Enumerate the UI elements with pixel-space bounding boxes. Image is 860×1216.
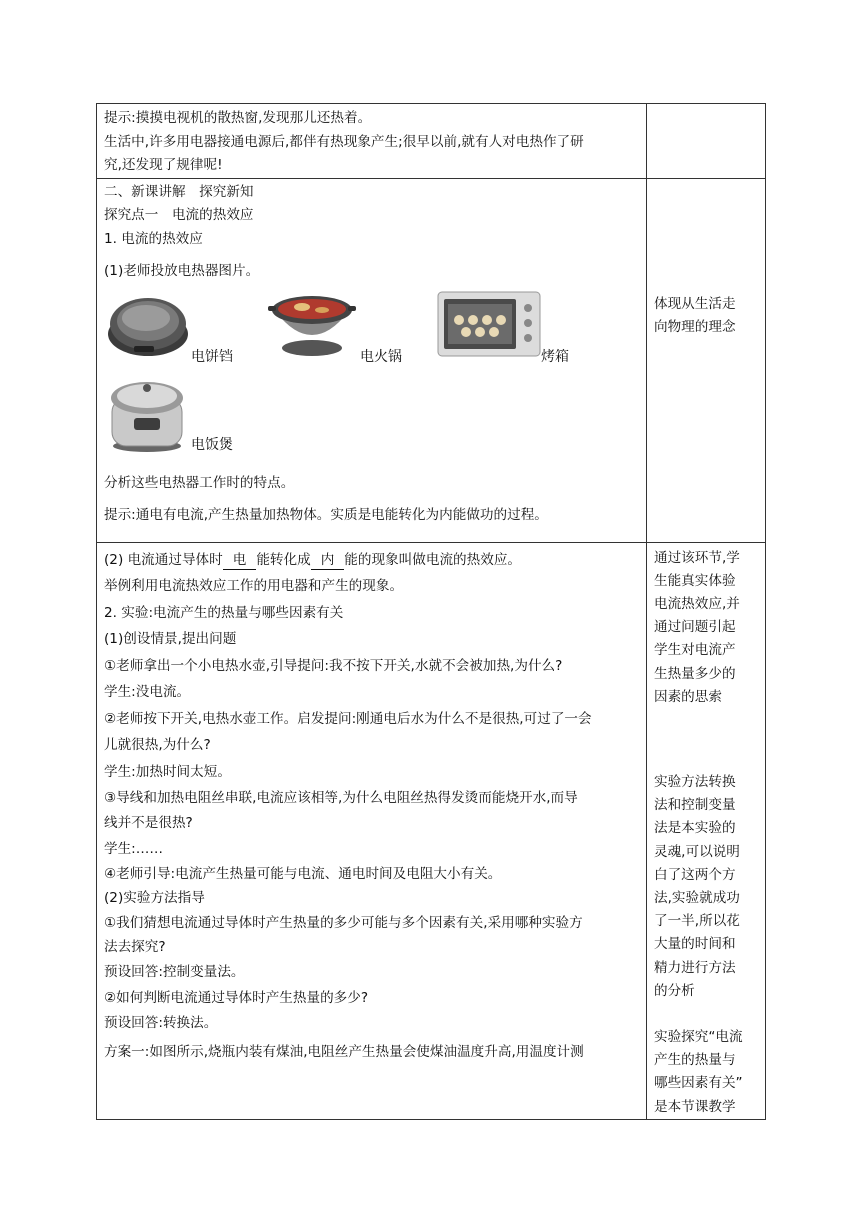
text-line: 学生:没电流。 <box>104 684 191 700</box>
text-line: ④老师引导:电流产生热量可能与电流、通电时间及电阻大小有关。 <box>104 865 502 882</box>
blank-fill: 电 <box>223 551 257 570</box>
side-note-line: 因素的思索 <box>654 688 722 705</box>
side-note-line: 通过问题引起 <box>654 619 736 636</box>
side-note-line: 的分析 <box>654 982 695 999</box>
text-line: (2)实验方法指导 <box>104 890 205 906</box>
appliance-label: 电火锅 <box>360 348 402 365</box>
side-note-line: 电流热效应,并 <box>654 595 740 612</box>
text-line: ②如何判断电流通过导体时产生热量的多少? <box>104 990 369 1006</box>
definition-line <box>104 549 640 573</box>
hint-line: 提示:摸摸电视机的散热窗,发现那儿还热着。 <box>104 110 372 126</box>
side-note-line: 法是本实验的 <box>654 820 736 837</box>
topic-title: 探究点一 电流的热效应 <box>104 207 254 223</box>
main-cell <box>97 104 647 179</box>
text-line: 线并不是很热? <box>104 814 193 831</box>
text-line: ②老师按下开关,电热水壶工作。启发提问:刚通电后水为什么不是很热,可过了一会 <box>104 710 592 727</box>
appliance-label: 烤箱 <box>541 348 569 365</box>
side-note-line: 实验探究“电流 <box>654 1028 743 1045</box>
side-note-line: 通过该环节,学 <box>654 549 740 566</box>
lesson-plan-table <box>96 103 766 1120</box>
side-note-line: 精力进行方法 <box>654 959 736 976</box>
text-line: ①老师拿出一个小电热水壶,引导提问:我不按下开关,水就不会被加热,为什么? <box>104 657 563 674</box>
rice-cooker-icon <box>106 376 188 454</box>
blank-fill: 内 <box>311 551 345 570</box>
side-cell <box>647 178 766 542</box>
side-note-line: 法,实验就成功 <box>654 889 740 906</box>
subsection-title: 1. 电流的热效应 <box>104 230 203 247</box>
side-note-line: 产生的热量与 <box>654 1052 736 1069</box>
side-note-line: 大量的时间和 <box>654 936 736 953</box>
appliance-label: 电饭煲 <box>191 436 233 453</box>
electric-griddle-icon <box>106 288 190 360</box>
side-note-line: 法和控制变量 <box>654 797 736 814</box>
step-text: (1)老师投放电热器图片。 <box>104 263 260 279</box>
main-cell <box>97 178 647 542</box>
text-line: (1)创设情景,提出问题 <box>104 631 237 647</box>
side-note-line: 灵魂,可以说明 <box>654 843 740 860</box>
side-cell <box>647 542 766 1119</box>
text-line: 学生:加热时间太短。 <box>104 763 231 780</box>
text-line: ③导线和加热电阻丝串联,电流应该相等,为什么电阻丝热得发烫而能烧开水,而导 <box>104 790 578 806</box>
oven-icon <box>437 290 541 360</box>
subsection-title: 2. 实验:电流产生的热量与哪些因素有关 <box>104 604 344 621</box>
text-line: 学生:…… <box>104 841 163 857</box>
main-cell <box>97 542 647 1119</box>
analysis-text: 分析这些电热器工作时的特点。 <box>104 474 295 491</box>
side-note-line: 哪些因素有关” <box>654 1075 743 1092</box>
text-line: 方案一:如图所示,烧瓶内装有煤油,电阻丝产生热量会使煤油温度升高,用温度计测 <box>104 1044 584 1060</box>
text-fragment: 能的现象叫做电流的热效应。 <box>344 551 522 568</box>
text-line: 究,还发现了规律呢! <box>104 157 223 173</box>
table-row <box>97 542 766 1119</box>
side-note-block <box>654 547 759 709</box>
side-note-line: 向物理的理念 <box>654 318 736 335</box>
appliance-images-row <box>104 288 640 376</box>
text-line: 预设回答:控制变量法。 <box>104 963 245 980</box>
text-line: 生活中,许多用电器接通电源后,都伴有热现象产生;很早以前,就有人对电热作了研 <box>104 133 584 150</box>
text-fragment: 能转化成 <box>256 551 311 568</box>
side-note-line: 白了这两个方 <box>654 866 736 883</box>
table-row <box>97 104 766 179</box>
electric-hotpot-icon <box>266 288 358 360</box>
side-note-line: 实验方法转换 <box>654 773 736 790</box>
side-cell <box>647 104 766 179</box>
side-note-block <box>654 771 759 1003</box>
side-note-line: 学生对电流产 <box>654 642 736 659</box>
appliance-images-row <box>104 376 640 462</box>
side-note-line: 体现从生活走 <box>654 295 736 312</box>
text-line: 法去探究? <box>104 939 166 955</box>
text-line: 预设回答:转换法。 <box>104 1014 218 1031</box>
text-line: ①我们猜想电流通过导体时产生热量的多少可能与多个因素有关,采用哪种实验方 <box>104 914 583 931</box>
text-line: 举例利用电流热效应工作的用电器和产生的现象。 <box>104 578 404 594</box>
side-note-line: 生热量多少的 <box>654 665 736 682</box>
table-row <box>97 178 766 542</box>
side-note-line: 了一半,所以花 <box>654 913 740 930</box>
text-line: 儿就很热,为什么? <box>104 737 211 753</box>
text-fragment: (2) 电流通过导体时 <box>104 551 223 568</box>
section-title: 二、新课讲解 探究新知 <box>104 183 254 200</box>
side-note-block <box>654 1026 759 1119</box>
appliance-label: 电饼铛 <box>191 348 233 365</box>
hint-text: 提示:通电有电流,产生热量加热物体。实质是电能转化为内能做功的过程。 <box>104 507 548 523</box>
side-note-line: 生能真实体验 <box>654 572 736 589</box>
side-note-line: 是本节课教学 <box>654 1098 736 1115</box>
